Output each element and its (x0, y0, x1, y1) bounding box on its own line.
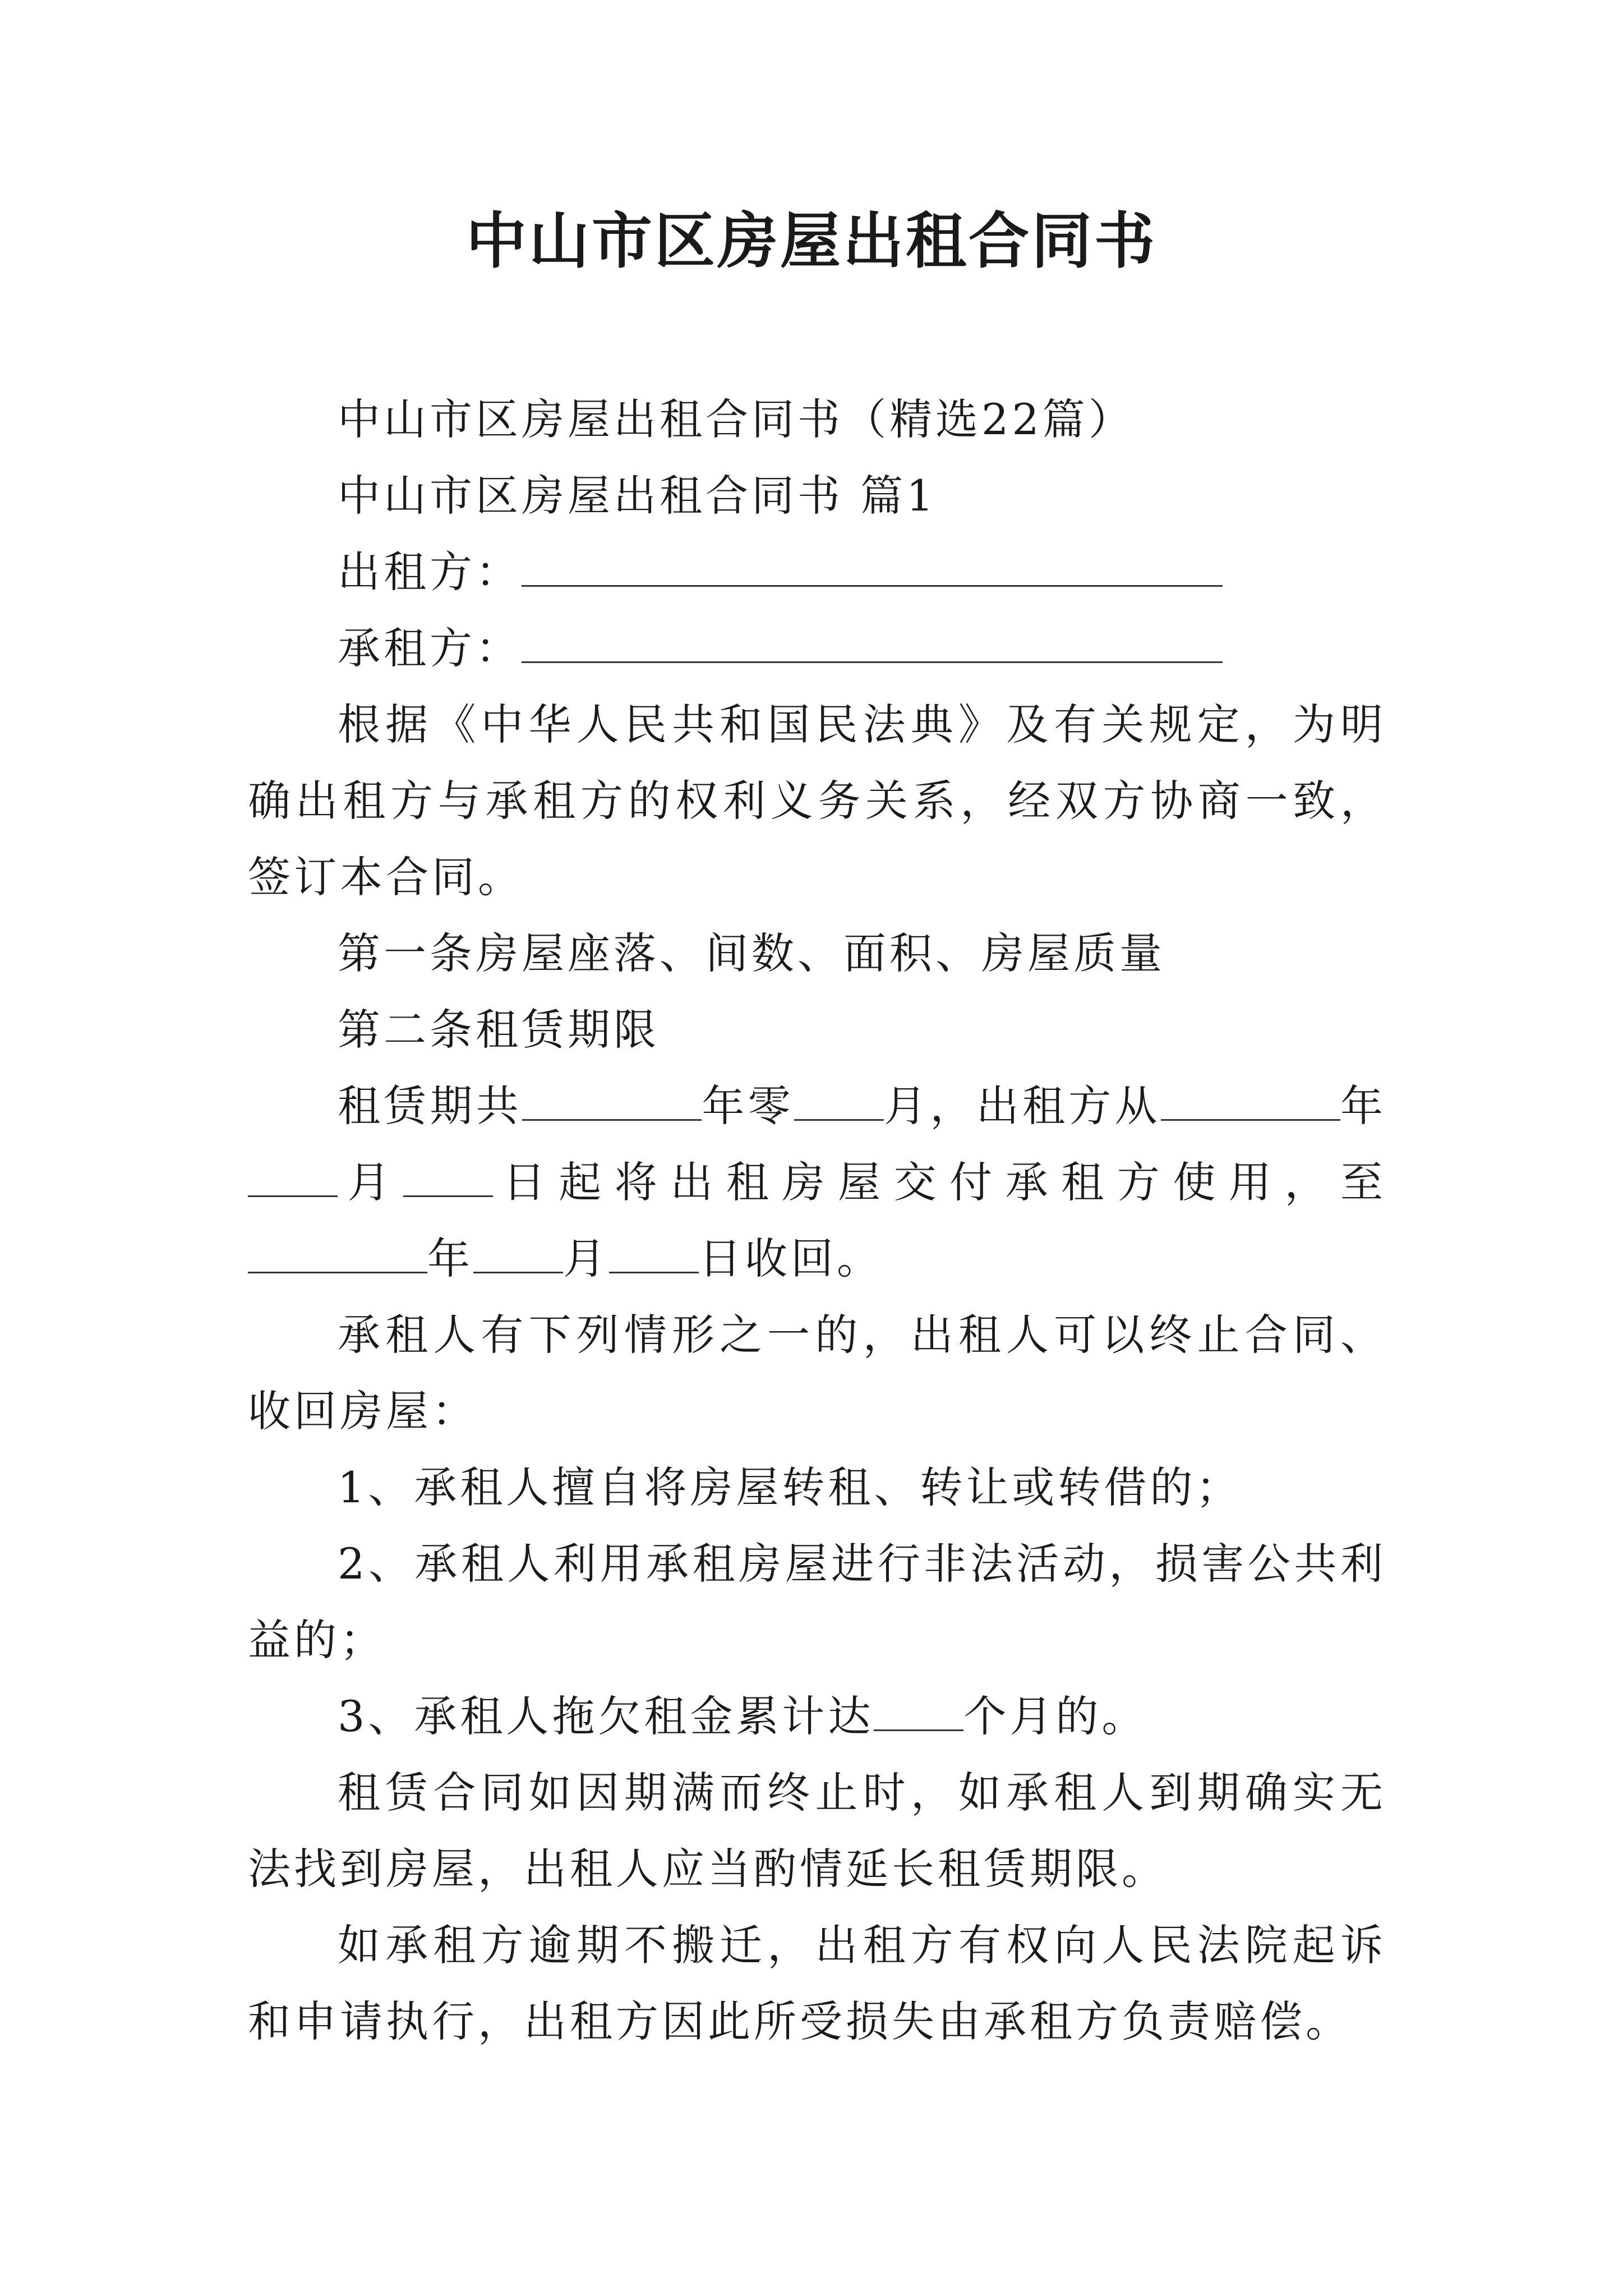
term-text: 月 (338, 1157, 404, 1207)
termination-item-3 (248, 1678, 1386, 1755)
term-text: 日起将出租房屋交付承租方使用，至 (493, 1157, 1387, 1207)
term-months-blank (794, 1084, 884, 1121)
renewal-paragraph: 租赁合同如因期满而终止时，如承租人到期确实无法找到房屋，出租人应当酌情延长租赁期限。 (248, 1768, 1386, 1894)
document-body (248, 381, 1386, 2060)
start-day-blank (403, 1161, 493, 1197)
overdue-paragraph: 如承租方逾期不搬迁，出租方有权向人民法院起诉和申请执行，出租方因此所受损失由承租方负责赔偿。 (248, 1920, 1386, 2046)
term-text: 月 (563, 1234, 609, 1283)
lessee-label: 承租方： (338, 623, 522, 673)
start-year-blank (1161, 1084, 1340, 1121)
term-years-blank (522, 1084, 702, 1121)
intro-paragraph: 根据《中华人民共和国民法典》及有关规定，为明确出租方与承租方的权利义务关系，经双方协商一致，签订本合同。 (248, 700, 1386, 902)
lessee-line (248, 610, 1386, 687)
termination-item-2: 2、承租人利用承租房屋进行非法活动，损害公共利益的； (248, 1539, 1386, 1665)
item3-text: 3、承租人拖欠租金累计达 (338, 1691, 874, 1741)
term-text: 日收回。 (699, 1234, 883, 1283)
term-text: 年 (1340, 1081, 1387, 1131)
document-title: 中山市区房屋出租合同书 (465, 206, 1157, 277)
article-2: 第二条租赁期限 (338, 1005, 660, 1055)
end-year-blank (248, 1237, 427, 1273)
article-1: 第一条房屋座落、间数、面积、房屋质量 (338, 928, 1165, 978)
lessee-blank (522, 627, 1223, 663)
subtitle: 中山市区房屋出租合同书（精选22篇） (338, 394, 1135, 444)
term-text: 租赁期共 (338, 1081, 523, 1131)
term-text: 年零 (702, 1081, 794, 1131)
termination-item-1: 1、承租人擅自将房屋转租、转让或转借的； (338, 1462, 1242, 1512)
term-text: 月，出租方从 (883, 1081, 1161, 1131)
term-text: 年 (427, 1234, 473, 1283)
start-month-blank (248, 1161, 338, 1197)
lessor-blank (522, 550, 1223, 587)
lessor-line (248, 534, 1386, 610)
end-month-blank (473, 1237, 563, 1273)
lease-term-paragraph (248, 1068, 1386, 1297)
termination-intro: 承租人有下列情形之一的，出租人可以终止合同、收回房屋： (248, 1310, 1386, 1436)
end-day-blank (609, 1237, 699, 1273)
item3-text: 个月的。 (963, 1691, 1148, 1741)
section-heading: 中山市区房屋出租合同书 篇1 (338, 471, 937, 521)
lessor-label: 出租方： (338, 547, 522, 597)
months-overdue-blank (874, 1695, 963, 1731)
